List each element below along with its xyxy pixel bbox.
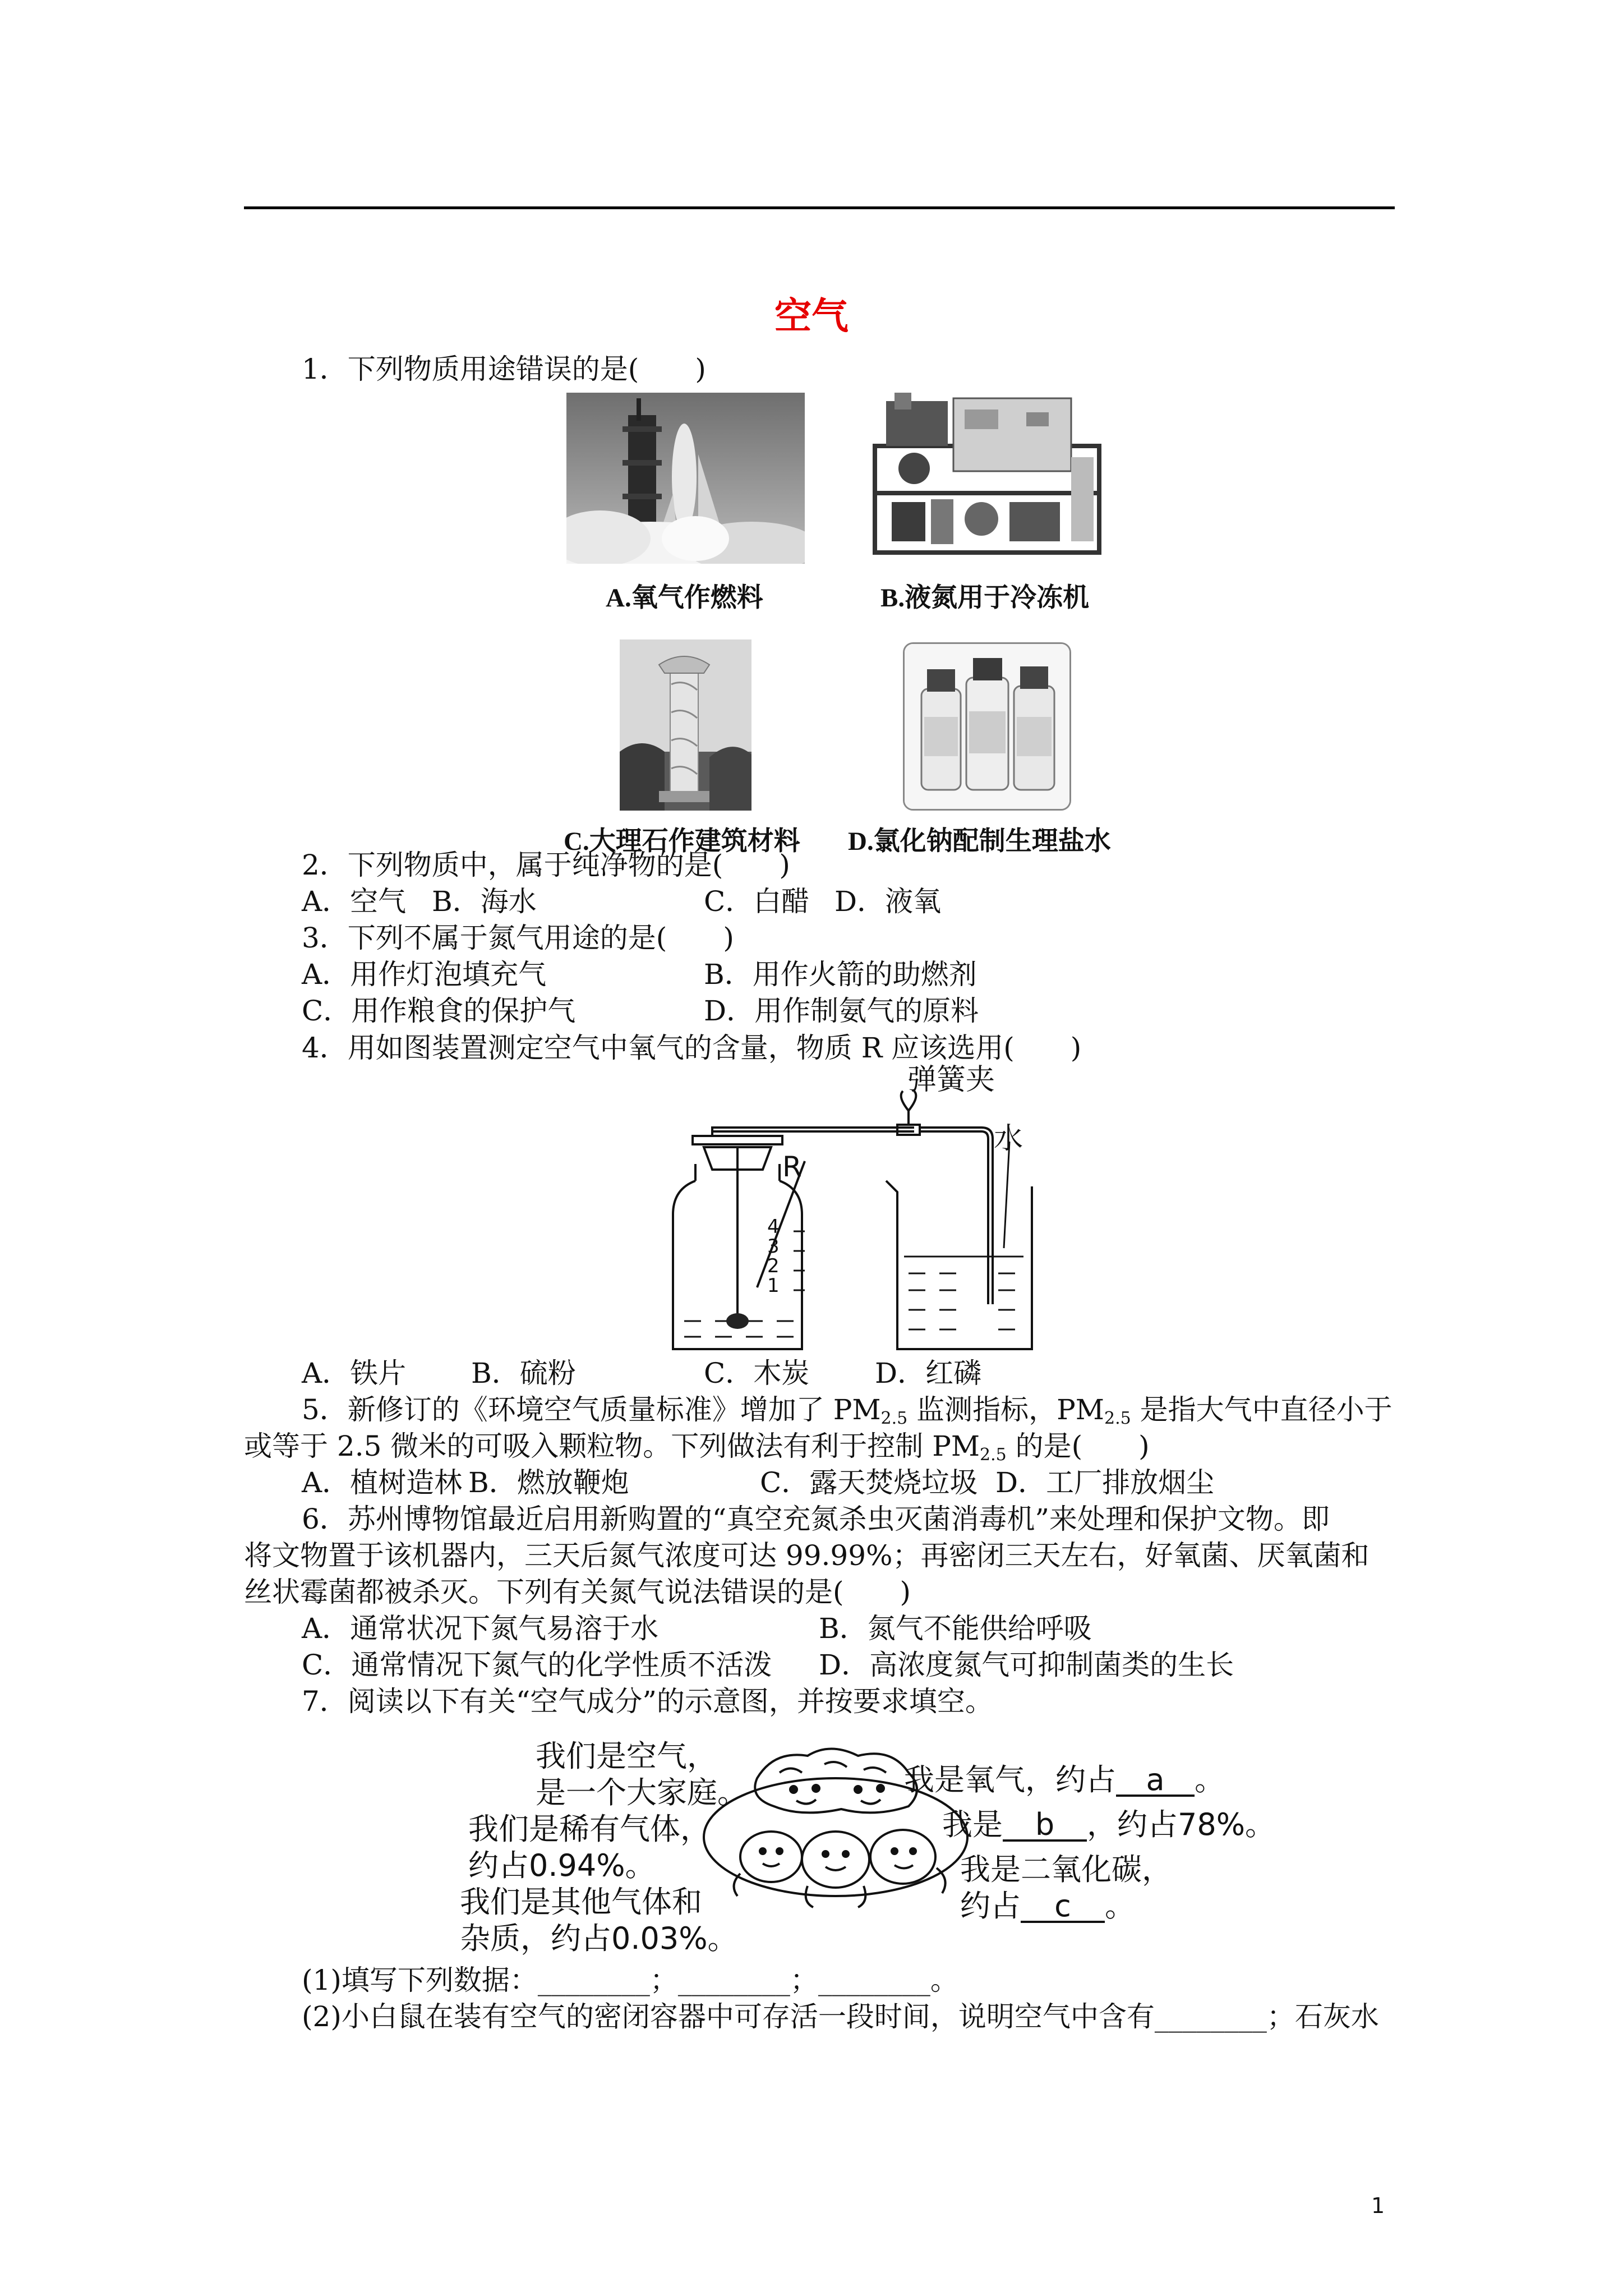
scale-4: 4 xyxy=(767,1216,780,1238)
blank-b: b xyxy=(1003,1810,1087,1842)
q5-option-a: A．植树造林 xyxy=(302,1466,463,1499)
q4-option-d: D．红磷 xyxy=(875,1357,982,1389)
label-rare-gas-2: 约占0.94%。 xyxy=(468,1848,656,1883)
q3-option-b: B．用作火箭的助燃剂 xyxy=(704,958,977,991)
question-5-line-1: 5．新修订的《环境空气质量标准》增加了 $PM_{2.5}$ 监测指标，$PM_{2.5}$ 是指大气中直径小于 xyxy=(302,1393,1393,1428)
q3-option-c: C．用作粮食的保护气 xyxy=(302,995,576,1027)
freezer-machine-photo xyxy=(864,390,1110,564)
clamp-label: 弹簧夹 xyxy=(907,1063,995,1097)
question-6-line-3: 丝状霉菌都被杀灭。下列有关氮气说法错误的是( ) xyxy=(244,1576,911,1608)
saline-bottles-photo xyxy=(903,642,1071,811)
q4-option-b: B．硫粉 xyxy=(471,1357,576,1389)
caption-d: D.氯化钠配制生理盐水 xyxy=(848,827,1111,856)
page-number: 1 xyxy=(1371,2193,1385,2218)
r-label: R xyxy=(782,1151,802,1183)
rocket-launch-photo xyxy=(566,393,805,564)
label-air-1: 我们是空气， xyxy=(536,1738,717,1774)
label-co2-2: 约占 c 。 xyxy=(960,1888,1135,1924)
label-co2-1: 我是二氧化碳， xyxy=(960,1852,1172,1887)
label-nitrogen: 我是 b ，约占78%。 xyxy=(942,1807,1276,1842)
label-oxygen: 我是氧气，约占 a 。 xyxy=(904,1762,1225,1797)
header-rule xyxy=(244,206,1395,209)
label-other-2: 杂质，约占0.03%。 xyxy=(460,1921,738,1956)
question-3: 3．下列不属于氮气用途的是( ) xyxy=(302,922,734,954)
question-6-line-2: 将文物置于该机器内，三天后氮气浓度可达 99.99%；再密闭三天左右，好氧菌、厌氧菌和 xyxy=(244,1539,1370,1572)
q7-sub-1: (1)填写下列数据：________；________；________。 xyxy=(302,1964,958,1996)
question-7: 7．阅读以下有关“空气成分”的示意图，并按要求填空。 xyxy=(302,1685,993,1718)
oxygen-apparatus-diagram xyxy=(662,1063,1066,1366)
q6-option-a: A．通常状况下氮气易溶于水 xyxy=(302,1612,659,1645)
q4-option-a: A．铁片 xyxy=(302,1357,407,1389)
scale-2: 2 xyxy=(767,1255,780,1277)
q3-option-a: A．用作灯泡填充气 xyxy=(302,958,547,991)
water-label: 水 xyxy=(994,1122,1023,1156)
q4-option-c: C．木炭 xyxy=(704,1357,810,1389)
q5-option-d: D．工厂排放烟尘 xyxy=(995,1466,1215,1499)
question-1: 1．下列物质用途错误的是( ) xyxy=(302,353,706,385)
scale-3: 3 xyxy=(767,1235,780,1258)
question-6-line-1: 6．苏州博物馆最近启用新购置的“真空充氮杀虫灭菌消毒机”来处理和保护文物。即 xyxy=(302,1503,1330,1535)
caption-c: C.大理石作建筑材料 xyxy=(564,827,800,856)
blank-c: c xyxy=(1021,1892,1105,1923)
q6-option-b: B．氮气不能供给呼吸 xyxy=(819,1612,1092,1645)
q3-option-d: D．用作制氨气的原料 xyxy=(704,995,979,1027)
blank-a: a xyxy=(1116,1765,1195,1797)
question-4: 4．用如图装置测定空气中氧气的含量，物质 R 应该选用( ) xyxy=(302,1032,1082,1064)
label-rare-gas-1: 我们是稀有气体， xyxy=(468,1811,711,1847)
marble-column-photo xyxy=(620,639,751,811)
question-2: 2．下列物质中，属于纯净物的是( ) xyxy=(302,849,790,881)
q2-option-c: C．白醋 xyxy=(704,885,810,918)
page-title: 空气 xyxy=(774,295,849,338)
q7-sub-2: (2)小白鼠在装有空气的密闭容器中可存活一段时间，说明空气中含有________；石灰水 xyxy=(302,2000,1379,2033)
caption-a: A.氧气作燃料 xyxy=(606,583,763,613)
q2-option-a: A．空气 xyxy=(302,885,407,918)
q6-option-c: C．通常情况下氮气的化学性质不活泼 xyxy=(302,1649,772,1681)
q5-option-b: B．燃放鞭炮 xyxy=(468,1466,629,1499)
q2-option-d: D．液氧 xyxy=(834,885,942,918)
scale-1: 1 xyxy=(767,1274,780,1297)
question-5-line-2: 或等于 2.5 微米的可吸入颗粒物。下列做法有利于控制 $PM_{2.5}$ 的是( ) xyxy=(244,1430,1150,1465)
q2-option-b: B．海水 xyxy=(432,885,537,918)
caption-b: B.液氮用于冷冻机 xyxy=(880,583,1090,613)
label-other-1: 我们是其他气体和 xyxy=(460,1884,702,1920)
label-air-2: 是一个大家庭。 xyxy=(536,1775,748,1810)
q6-option-d: D．高浓度氮气可抑制菌类的生长 xyxy=(819,1649,1234,1681)
q5-option-c: C．露天焚烧垃圾 xyxy=(760,1466,978,1499)
